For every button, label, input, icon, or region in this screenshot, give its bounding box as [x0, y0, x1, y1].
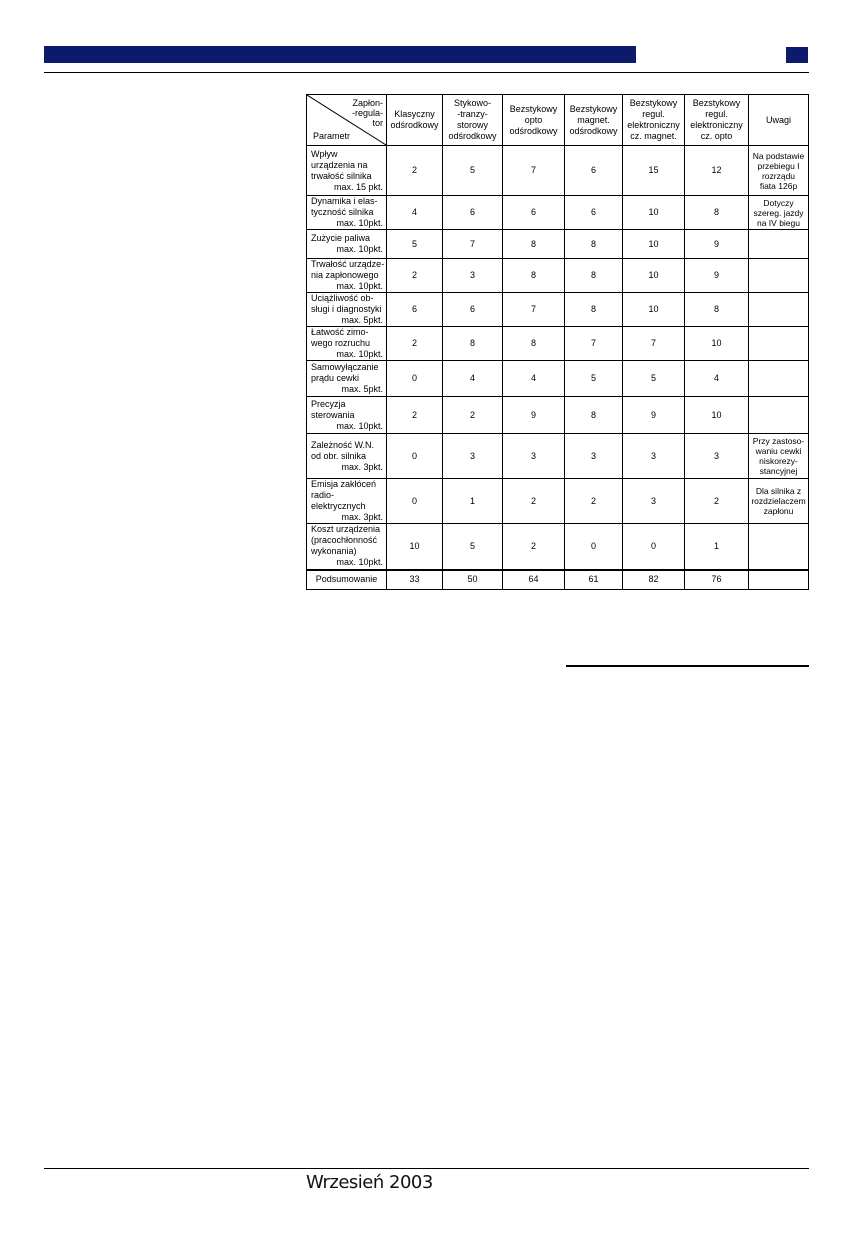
score-cell: 4 — [443, 361, 503, 397]
score-cell: 5 — [565, 361, 623, 397]
parameter-name: Łatwość zimo- wego rozruchu — [311, 327, 371, 348]
score-cell: 4 — [387, 196, 443, 230]
parameter-name: Uciążliwość ob- sługi i diagnostyki — [311, 293, 382, 314]
score-cell: 6 — [565, 196, 623, 230]
score-cell: 3 — [443, 259, 503, 293]
parameter-cell — [307, 524, 387, 570]
score-cell: 9 — [685, 230, 749, 259]
score-cell: 2 — [387, 146, 443, 196]
score-cell: 6 — [443, 293, 503, 327]
footer-rule — [44, 1168, 809, 1169]
note-cell: Przy zastoso- waniu cewki niskorezy- stancyjnej — [749, 434, 809, 479]
score-cell: 6 — [565, 146, 623, 196]
score-cell: 5 — [443, 524, 503, 570]
parameter-max: max. 3pkt. — [341, 512, 383, 522]
score-cell: 4 — [503, 361, 565, 397]
note-cell — [749, 259, 809, 293]
parameter-name: Samowyłączanie prądu cewki — [311, 362, 379, 383]
table-row — [307, 524, 809, 570]
score-cell: 0 — [565, 524, 623, 570]
parameter-cell — [307, 293, 387, 327]
score-cell: 8 — [503, 327, 565, 361]
score-cell: 3 — [443, 434, 503, 479]
parameter-name: Emisja zakłóceń radio- elektrycznych — [311, 479, 377, 511]
parameter-cell — [307, 196, 387, 230]
score-cell: 8 — [565, 259, 623, 293]
summary-value: 76 — [685, 570, 749, 590]
score-cell: 5 — [623, 361, 685, 397]
score-cell: 6 — [503, 196, 565, 230]
score-cell: 10 — [623, 293, 685, 327]
column-header: Uwagi — [749, 95, 809, 146]
score-cell: 2 — [503, 524, 565, 570]
table-row — [307, 230, 809, 259]
summary-note — [749, 570, 809, 590]
score-cell: 15 — [623, 146, 685, 196]
score-cell: 0 — [387, 479, 443, 524]
score-cell: 3 — [623, 434, 685, 479]
score-cell: 8 — [685, 293, 749, 327]
score-cell: 7 — [503, 293, 565, 327]
score-cell: 7 — [565, 327, 623, 361]
column-header: Stykowo- -tranzy- storowy odśrodkowy — [443, 95, 503, 146]
header-bar — [44, 46, 636, 63]
score-cell: 12 — [685, 146, 749, 196]
score-cell: 8 — [565, 397, 623, 434]
table-row — [307, 327, 809, 361]
table-row — [307, 196, 809, 230]
score-cell: 9 — [623, 397, 685, 434]
score-cell: 3 — [565, 434, 623, 479]
parameter-name: Precyzja sterowania — [311, 398, 355, 420]
parameter-cell — [307, 361, 387, 397]
column-header: Klasyczny odśrodkowy — [387, 95, 443, 146]
parameter-cell — [307, 479, 387, 524]
ignition-comparison-table — [306, 94, 809, 590]
parameter-max: max. 10pkt. — [336, 218, 383, 228]
score-cell: 8 — [443, 327, 503, 361]
parameter-name: Trwałość urządze- nia zapłonowego — [311, 259, 385, 280]
score-cell: 3 — [685, 434, 749, 479]
score-cell: 9 — [685, 259, 749, 293]
table-row — [307, 293, 809, 327]
summary-label: Podsumowanie — [307, 570, 387, 590]
parameter-cell — [307, 259, 387, 293]
note-cell — [749, 327, 809, 361]
parameter-max: max. 5pkt. — [341, 384, 383, 394]
score-cell: 3 — [503, 434, 565, 479]
score-cell: 7 — [503, 146, 565, 196]
score-cell: 10 — [387, 524, 443, 570]
parameter-max: max. 10pkt. — [336, 349, 383, 359]
score-cell: 5 — [443, 146, 503, 196]
parameter-cell — [307, 434, 387, 479]
parameter-max: max. 10pkt. — [336, 281, 383, 291]
column-header: Bezstykowy opto odśrodkowy — [503, 95, 565, 146]
corner-top-label: Zapłon- -regula- tor — [351, 98, 383, 128]
table-row — [307, 434, 809, 479]
parameter-cell — [307, 230, 387, 259]
parameter-cell — [307, 146, 387, 196]
note-cell — [749, 524, 809, 570]
table-body — [307, 146, 809, 590]
score-cell: 6 — [443, 196, 503, 230]
column-header: Bezstykowy regul. elektroniczny cz. magnet. — [623, 95, 685, 146]
parameter-name: Koszt urządzenia (pracochłonność wykonania) — [311, 524, 381, 557]
note-cell: Dotyczy szereg. jazdy na IV biegu — [749, 196, 809, 230]
section-rule — [566, 665, 809, 667]
score-cell: 2 — [387, 397, 443, 434]
summary-value: 61 — [565, 570, 623, 590]
table-row — [307, 479, 809, 524]
score-cell: 10 — [623, 196, 685, 230]
parameter-max: max. 10pkt. — [336, 420, 383, 431]
score-cell: 10 — [623, 230, 685, 259]
corner-bottom-label: Parametr — [313, 131, 351, 141]
parameter-cell — [307, 397, 387, 434]
parameter-max: max. 15 pkt. — [333, 181, 383, 192]
note-cell — [749, 230, 809, 259]
score-cell: 8 — [685, 196, 749, 230]
parameter-name: Dynamika i elas- tyczność silnika — [311, 196, 378, 217]
score-cell: 8 — [503, 259, 565, 293]
table-row — [307, 397, 809, 434]
score-cell: 6 — [387, 293, 443, 327]
parameter-max: max. 3pkt. — [341, 461, 383, 472]
parameter-max: max. 5pkt. — [341, 315, 383, 325]
score-cell: 1 — [443, 479, 503, 524]
summary-row — [307, 570, 809, 590]
summary-value: 50 — [443, 570, 503, 590]
score-cell: 2 — [387, 259, 443, 293]
note-cell — [749, 293, 809, 327]
column-header: Bezstykowy magnet. odśrodkowy — [565, 95, 623, 146]
score-cell: 8 — [565, 293, 623, 327]
score-cell: 8 — [565, 230, 623, 259]
note-cell: Dla silnika z rozdzielaczem zapłonu — [749, 479, 809, 524]
score-cell: 10 — [623, 259, 685, 293]
parameter-max: max. 10pkt. — [336, 244, 383, 254]
score-cell: 0 — [623, 524, 685, 570]
corner-header-cell — [307, 95, 387, 146]
score-cell: 7 — [623, 327, 685, 361]
table-header-row — [307, 95, 809, 146]
parameter-name: Wpływ urządzenia na trwałość silnika — [311, 148, 372, 181]
summary-value: 64 — [503, 570, 565, 590]
score-cell: 2 — [503, 479, 565, 524]
score-cell: 1 — [685, 524, 749, 570]
table-row — [307, 361, 809, 397]
score-cell: 10 — [685, 397, 749, 434]
score-cell: 9 — [503, 397, 565, 434]
score-cell: 7 — [443, 230, 503, 259]
score-cell: 10 — [685, 327, 749, 361]
score-cell: 2 — [443, 397, 503, 434]
note-cell: Na podstawie przebiegu I rozrządu fiata 126p — [749, 146, 809, 196]
table-row — [307, 146, 809, 196]
page-number-block — [786, 47, 808, 63]
score-cell: 2 — [565, 479, 623, 524]
score-cell: 0 — [387, 434, 443, 479]
score-cell: 8 — [503, 230, 565, 259]
score-cell: 5 — [387, 230, 443, 259]
score-cell: 4 — [685, 361, 749, 397]
header-rule — [44, 72, 809, 73]
note-cell — [749, 361, 809, 397]
summary-value: 82 — [623, 570, 685, 590]
summary-value: 33 — [387, 570, 443, 590]
score-cell: 3 — [623, 479, 685, 524]
score-cell: 2 — [387, 327, 443, 361]
parameter-max: max. 10pkt. — [336, 557, 383, 568]
column-header: Bezstykowy regul. elektroniczny cz. opto — [685, 95, 749, 146]
score-cell: 0 — [387, 361, 443, 397]
note-cell — [749, 397, 809, 434]
footer-date: Wrzesień 2003 — [306, 1172, 433, 1193]
table-row — [307, 259, 809, 293]
parameter-cell — [307, 327, 387, 361]
parameter-name: Zużycie paliwa — [311, 233, 371, 243]
score-cell: 2 — [685, 479, 749, 524]
parameter-name: Zależność W.N. od obr. silnika — [311, 439, 375, 461]
